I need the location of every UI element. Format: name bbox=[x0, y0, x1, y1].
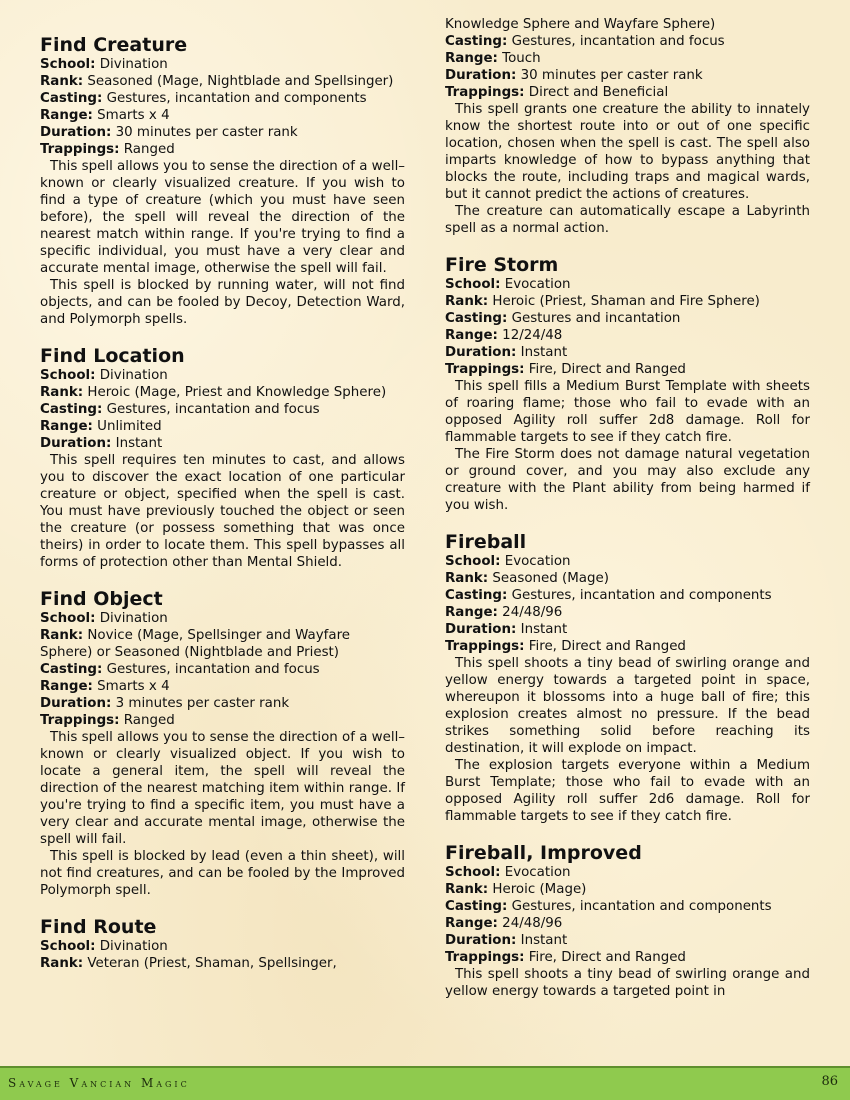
school-label: School: bbox=[445, 865, 501, 880]
description-paragraph: This spell grants one creature the ability to innately know the shortest route into or out of one specific location, chosen when the spell is cast. The spell also imparts knowledge of how to bypass anything that blocks the route, including traps and magical wards, but it cannot predict the actions of creatures. bbox=[445, 102, 810, 202]
casting-field bbox=[445, 33, 810, 50]
school-label: School: bbox=[445, 277, 501, 292]
range-field bbox=[445, 327, 810, 344]
description-paragraph: This spell is blocked by running water, will not find objects, and can be fooled by Decoy, Detection Ward, and Polymorph spells. bbox=[40, 278, 405, 327]
range-field bbox=[40, 678, 405, 695]
trappings-value: Fire, Direct and Ranged bbox=[528, 639, 686, 654]
rank-value: Seasoned (Mage, Nightblade and Spellsinger) bbox=[87, 74, 394, 89]
duration-field bbox=[445, 344, 810, 361]
duration-field bbox=[445, 67, 810, 84]
range-value: 24/48/96 bbox=[502, 916, 563, 931]
casting-field bbox=[40, 661, 405, 678]
duration-value: Instant bbox=[115, 436, 163, 451]
description-paragraph: The explosion targets everyone within a Medium Burst Template; those who fail to evade with an opposed Agility roll suffer 2d6 damage. Roll for flammable targets to see if they catch fire. bbox=[445, 758, 810, 824]
rank-field bbox=[40, 73, 405, 90]
trappings-label: Trappings: bbox=[40, 142, 120, 157]
school-value: Divination bbox=[99, 611, 168, 626]
rank-value: Heroic (Priest, Shaman and Fire Sphere) bbox=[492, 294, 760, 309]
trappings-field bbox=[445, 361, 810, 378]
casting-label: Casting: bbox=[40, 91, 103, 106]
trappings-field bbox=[445, 84, 810, 101]
duration-label: Duration: bbox=[445, 622, 517, 637]
duration-label: Duration: bbox=[40, 436, 112, 451]
casting-value: Gestures, incantation and focus bbox=[106, 662, 320, 677]
range-label: Range: bbox=[40, 419, 93, 434]
trappings-value: Direct and Beneficial bbox=[528, 85, 669, 100]
rank-value: Seasoned (Mage) bbox=[492, 571, 609, 586]
school-label: School: bbox=[40, 939, 96, 954]
rank-label: Rank: bbox=[445, 882, 489, 897]
description-paragraph: This spell requires ten minutes to cast, and allows you to discover the exact location of one particular creature or object, specified when the spell is cast. You must have previously touched the object or seen the creature (or possess something that was once theirs) in order to locate them. This spell bypasses all forms of protection other than Mental Shield. bbox=[40, 453, 405, 570]
school-label: School: bbox=[40, 611, 96, 626]
book-title: Savage Vancian Magic bbox=[8, 1076, 190, 1090]
rank-value: Heroic (Mage) bbox=[492, 882, 587, 897]
spell-find-creature bbox=[40, 34, 405, 328]
rank-value: Heroic (Mage, Priest and Knowledge Sphere) bbox=[87, 385, 387, 400]
trappings-label: Trappings: bbox=[445, 639, 525, 654]
duration-label: Duration: bbox=[445, 345, 517, 360]
description-paragraph: This spell fills a Medium Burst Template with sheets of roaring flame; those who fail to evade with an opposed Agility roll suffer 2d8 damage. Roll for flammable targets to see if they catch fire. bbox=[445, 379, 810, 445]
duration-field bbox=[40, 124, 405, 141]
range-value: Touch bbox=[502, 51, 541, 66]
page-footer bbox=[0, 1066, 850, 1100]
spell-fire-storm bbox=[445, 254, 810, 514]
casting-field bbox=[40, 401, 405, 418]
description-paragraph: This spell shoots a tiny bead of swirling orange and yellow energy towards a targeted point in bbox=[445, 967, 810, 999]
rank-field bbox=[445, 293, 810, 310]
school-value: Divination bbox=[99, 368, 168, 383]
rank-field bbox=[40, 627, 405, 661]
casting-value: Gestures, incantation and components bbox=[106, 91, 367, 106]
rank-field bbox=[445, 570, 810, 587]
duration-field bbox=[445, 932, 810, 949]
duration-label: Duration: bbox=[445, 933, 517, 948]
range-value: Smarts x 4 bbox=[97, 108, 170, 123]
duration-label: Duration: bbox=[40, 696, 112, 711]
spell-fireball-improved bbox=[445, 842, 810, 1000]
school-field bbox=[40, 938, 405, 955]
casting-value: Gestures, incantation and components bbox=[511, 588, 772, 603]
school-field bbox=[445, 864, 810, 881]
spell-title: Find Location bbox=[40, 345, 185, 367]
rank-label: Rank: bbox=[40, 385, 84, 400]
rank-field bbox=[40, 384, 405, 401]
spell-title: Find Creature bbox=[40, 34, 188, 56]
spell-find-location bbox=[40, 345, 405, 571]
casting-field bbox=[445, 587, 810, 604]
casting-label: Casting: bbox=[445, 588, 508, 603]
school-label: School: bbox=[40, 368, 96, 383]
duration-value: Instant bbox=[520, 622, 568, 637]
duration-value: 3 minutes per caster rank bbox=[115, 696, 290, 711]
range-label: Range: bbox=[445, 916, 498, 931]
trappings-value: Ranged bbox=[123, 713, 175, 728]
casting-label: Casting: bbox=[445, 34, 508, 49]
range-value: Smarts x 4 bbox=[97, 679, 170, 694]
school-value: Evocation bbox=[504, 554, 571, 569]
school-field bbox=[40, 367, 405, 384]
spell-fireball bbox=[445, 531, 810, 825]
trappings-value: Fire, Direct and Ranged bbox=[528, 362, 686, 377]
trappings-field bbox=[40, 141, 405, 158]
description-paragraph: This spell shoots a tiny bead of swirling orange and yellow energy towards a targeted point in space, whereupon it blossoms into a huge ball of fire; this explosion creates almost no pressure. If the bead strikes something solid before reaching its destination, it will explode on impact. bbox=[445, 656, 810, 756]
spell-title: Fireball bbox=[445, 531, 527, 553]
rank-label: Rank: bbox=[445, 294, 489, 309]
duration-field bbox=[40, 435, 405, 452]
description-paragraph: The Fire Storm does not damage natural vegetation or ground cover, and you may also exclude any creature with the Plant ability from being harmed if you wish. bbox=[445, 447, 810, 513]
school-label: School: bbox=[40, 57, 96, 72]
range-value: 24/48/96 bbox=[502, 605, 563, 620]
range-value: 12/24/48 bbox=[502, 328, 563, 343]
trappings-value: Ranged bbox=[123, 142, 175, 157]
spell-title: Fireball, Improved bbox=[445, 842, 642, 864]
school-value: Evocation bbox=[504, 865, 571, 880]
range-field bbox=[445, 50, 810, 67]
duration-label: Duration: bbox=[445, 68, 517, 83]
rank-label: Rank: bbox=[40, 74, 84, 89]
range-field bbox=[445, 604, 810, 621]
school-field bbox=[40, 610, 405, 627]
trappings-label: Trappings: bbox=[445, 950, 525, 965]
casting-label: Casting: bbox=[40, 662, 103, 677]
trappings-field bbox=[445, 638, 810, 655]
casting-label: Casting: bbox=[445, 899, 508, 914]
casting-value: Gestures, incantation and focus bbox=[511, 34, 725, 49]
school-field bbox=[40, 56, 405, 73]
school-field bbox=[445, 276, 810, 293]
school-value: Evocation bbox=[504, 277, 571, 292]
rank-label: Rank: bbox=[445, 571, 489, 586]
school-field bbox=[445, 553, 810, 570]
spell-title: Fire Storm bbox=[445, 254, 559, 276]
school-label: School: bbox=[445, 554, 501, 569]
range-field bbox=[40, 418, 405, 435]
casting-value: Gestures, incantation and components bbox=[511, 899, 772, 914]
rank-value: Veteran (Priest, Shaman, Spellsinger, bbox=[87, 956, 337, 971]
duration-value: 30 minutes per caster rank bbox=[115, 125, 298, 140]
range-label: Range: bbox=[445, 51, 498, 66]
rank-continuation: Knowledge Sphere and Wayfare Sphere) bbox=[445, 17, 716, 32]
casting-value: Gestures and incantation bbox=[511, 311, 681, 326]
trappings-field bbox=[40, 712, 405, 729]
description-paragraph: This spell allows you to sense the direction of a well–known or clearly visualized creature. If you wish to find a type of creature (which you must have seen before), the spell will reveal the direction of the nearest match within range. If you're trying to find a specific individual, you must have a very clear and accurate mental image, otherwise the spell will fail. bbox=[40, 159, 405, 276]
range-label: Range: bbox=[40, 679, 93, 694]
trappings-label: Trappings: bbox=[40, 713, 120, 728]
range-field bbox=[445, 915, 810, 932]
casting-field bbox=[40, 90, 405, 107]
trappings-field bbox=[445, 949, 810, 966]
casting-field bbox=[445, 898, 810, 915]
casting-field bbox=[445, 310, 810, 327]
rank-field bbox=[40, 955, 405, 972]
spell-title: Find Route bbox=[40, 916, 157, 938]
range-value: Unlimited bbox=[97, 419, 162, 434]
duration-value: 30 minutes per caster rank bbox=[520, 68, 703, 83]
left-column bbox=[40, 34, 405, 989]
trappings-value: Fire, Direct and Ranged bbox=[528, 950, 686, 965]
casting-label: Casting: bbox=[40, 402, 103, 417]
duration-field bbox=[40, 695, 405, 712]
range-field bbox=[40, 107, 405, 124]
description-paragraph: The creature can automatically escape a Labyrinth spell as a normal action. bbox=[445, 204, 810, 236]
trappings-label: Trappings: bbox=[445, 362, 525, 377]
trappings-label: Trappings: bbox=[445, 85, 525, 100]
rank-field bbox=[445, 881, 810, 898]
spell-find-object bbox=[40, 588, 405, 899]
duration-value: Instant bbox=[520, 933, 568, 948]
spell-find-route bbox=[40, 916, 405, 972]
range-label: Range: bbox=[40, 108, 93, 123]
casting-value: Gestures, incantation and focus bbox=[106, 402, 320, 417]
casting-label: Casting: bbox=[445, 311, 508, 326]
spell-find-route-continued bbox=[445, 16, 810, 237]
school-value: Divination bbox=[99, 57, 168, 72]
duration-label: Duration: bbox=[40, 125, 112, 140]
duration-field bbox=[445, 621, 810, 638]
description-paragraph: This spell allows you to sense the direction of a well–known or clearly visualized object. If you wish to locate a general item, the spell will reveal the direction of the nearest matching item within range. If you're trying to find a specific item, you must have a very clear and accurate mental image, otherwise the spell will fail. bbox=[40, 730, 405, 847]
rank-value: Novice (Mage, Spellsinger and Wayfare Sphere) or Seasoned (Nightblade and Priest) bbox=[40, 628, 351, 660]
rank-label: Rank: bbox=[40, 628, 84, 643]
school-value: Divination bbox=[99, 939, 168, 954]
duration-value: Instant bbox=[520, 345, 568, 360]
range-label: Range: bbox=[445, 605, 498, 620]
rank-label: Rank: bbox=[40, 956, 84, 971]
right-column bbox=[445, 16, 810, 1017]
description-paragraph: This spell is blocked by lead (even a thin sheet), will not find creatures, and can be fooled by the Improved Polymorph spell. bbox=[40, 849, 405, 898]
range-label: Range: bbox=[445, 328, 498, 343]
spell-title: Find Object bbox=[40, 588, 163, 610]
page-number: 86 bbox=[821, 1074, 838, 1089]
